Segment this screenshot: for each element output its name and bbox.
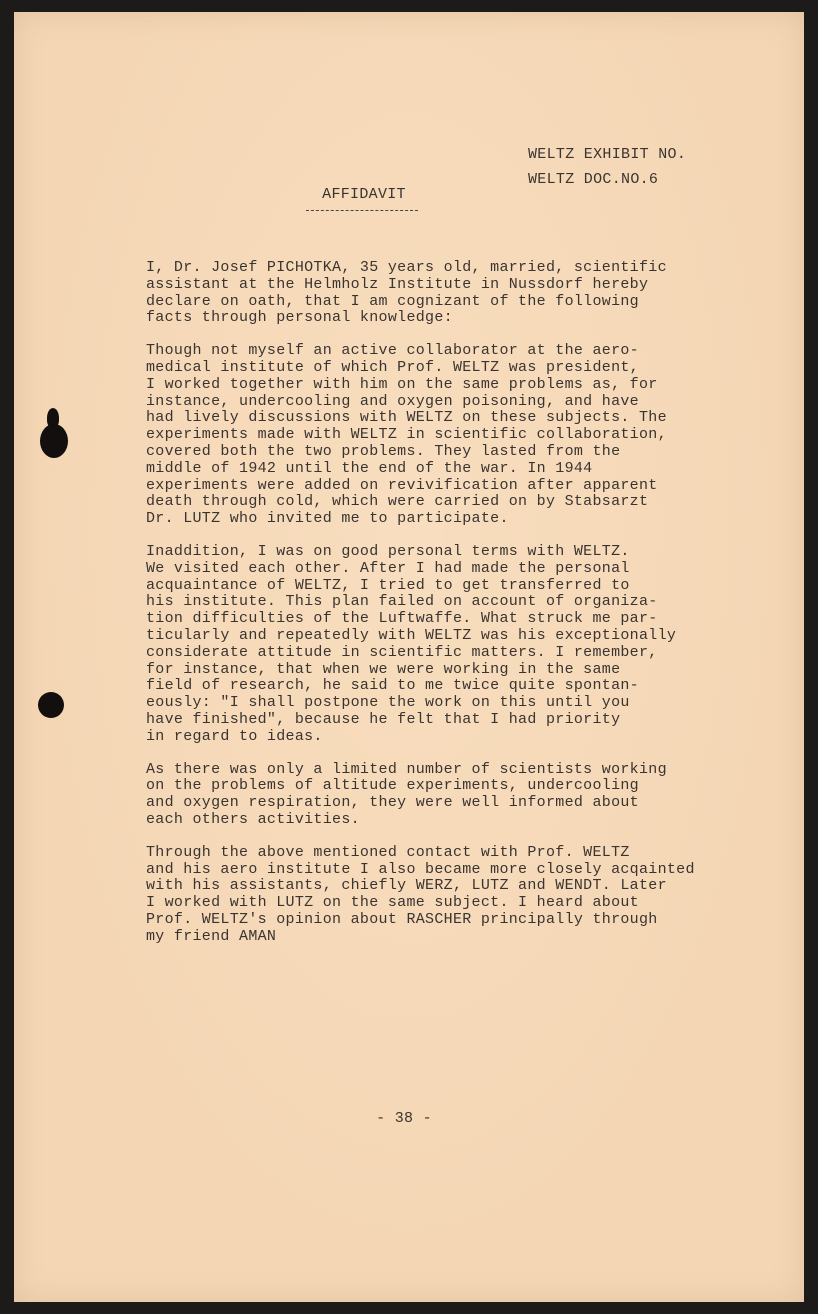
text-line: Though not myself an active collaborator at the aero- [146,342,639,360]
text-line: experiments made with WELTZ in scientific collaboration, [146,426,667,444]
paragraph-contact [146,845,766,946]
text-line: have finished", because he felt that I had priority [146,710,621,728]
text-line: ticularly and repeatedly with WELTZ was his exceptionally [146,626,677,644]
text-line: I, Dr. Josef PICHOTKA, 35 years old, married, scientific [146,259,667,276]
page-number: - 38 - [376,1110,432,1127]
text-line: Prof. WELTZ's opinion about RASCHER principally through [146,910,658,928]
text-line: Dr. LUTZ who invited me to participate. [146,510,509,528]
text-line: facts through personal knowledge: [146,309,453,327]
text-line: each others activities. [146,810,360,828]
text-line: field of research, he said to me twice quite spontan- [146,677,639,695]
punch-hole [40,424,68,458]
text-line: and oxygen respiration, they were well informed about [146,794,639,812]
text-line: for instance, that when we were working in the same [146,660,621,678]
document-page [14,12,804,1302]
paragraph-declaration [146,260,766,327]
punch-hole [38,692,64,718]
paragraph-scientists [146,762,766,829]
text-line: instance, undercooling and oxygen poisoning, and have [146,392,639,410]
title-underline [306,210,418,211]
text-line: Through the above mentioned contact with Prof. WELTZ [146,843,630,861]
exhibit-header [528,142,686,192]
text-line: declare on oath, that I am cognizant of the following [146,292,639,310]
exhibit-number-line: WELTZ EXHIBIT NO. [528,146,687,163]
text-line: medical institute of which Prof. WELTZ was president, [146,358,639,376]
text-line: I worked with LUTZ on the same subject. I heard about [146,894,639,912]
text-line: my friend AMAN [146,927,277,945]
text-line: assistant at the Helmholz Institute in Nussdorf hereby [146,275,649,293]
text-line: on the problems of altitude experiments, undercooling [146,777,639,795]
paragraph-collaboration [146,343,766,528]
text-line: acquaintance of WELTZ, I tried to get transferred to [146,576,630,594]
text-line: We visited each other. After I had made the personal [146,559,630,577]
text-line: eously: "I shall postpone the work on this until you [146,694,630,712]
text-line: I worked together with him on the same problems as, for [146,375,658,393]
text-line: in regard to ideas. [146,727,323,745]
text-line: considerate attitude in scientific matters. I remember, [146,643,658,661]
text-line: As there was only a limited number of scientists working [146,760,667,778]
text-line: with his assistants, chiefly WERZ, LUTZ and WENDT. Later [146,877,667,895]
text-line: covered both the two problems. They lasted from the [146,442,621,460]
document-title: AFFIDAVIT [322,186,406,203]
text-line: death through cold, which were carried on by Stabsarzt [146,493,649,511]
paragraph-personal-terms [146,544,766,746]
text-line: tion difficulties of the Luftwaffe. What struck me par- [146,610,658,628]
text-line: experiments were added on revivification after apparent [146,476,658,494]
text-line: had lively discussions with WELTZ on these subjects. The [146,409,667,427]
text-line: his institute. This plan failed on account of organiza- [146,593,658,611]
text-line: middle of 1942 until the end of the war. In 1944 [146,459,593,477]
text-line: and his aero institute I also became more closely acqainted [146,860,695,878]
affidavit-body [146,260,766,961]
text-line: Inaddition, I was on good personal terms with WELTZ. [146,542,630,560]
document-number-line: WELTZ DOC.NO.6 [528,171,659,188]
